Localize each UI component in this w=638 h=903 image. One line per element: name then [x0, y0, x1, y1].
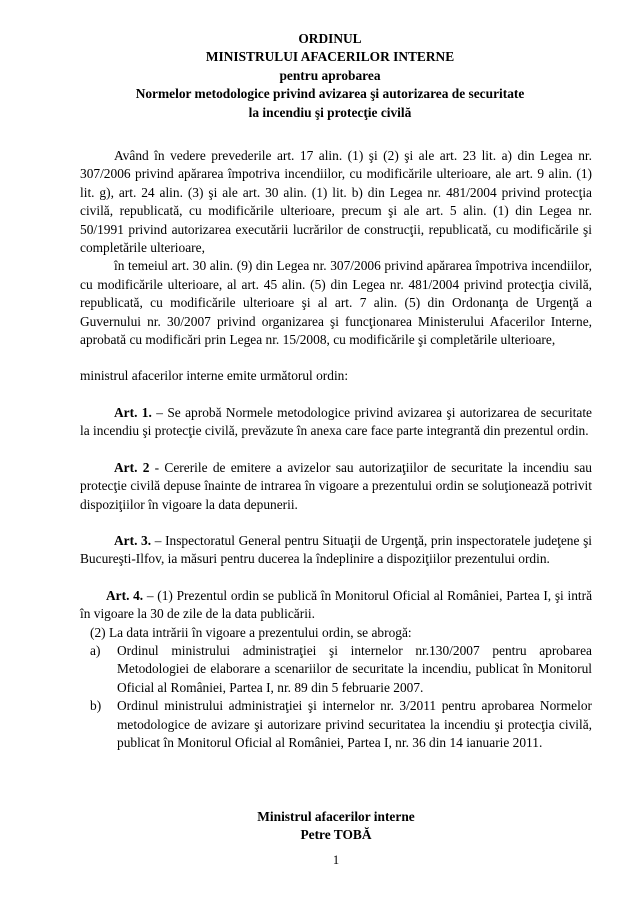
signature-block	[80, 808, 592, 845]
list-marker-a: a)	[90, 642, 101, 658]
article-4	[80, 587, 592, 624]
article-3-label: Art. 3.	[114, 532, 152, 548]
list-item	[80, 697, 592, 752]
document-body	[80, 147, 592, 752]
article-1-text: – Se aprobă Normele metodologice privind avizarea şi autorizarea de securitate la incendiu şi protecţie civilă, prevăzute în anexa care face parte integrantă din prezentul ordin.	[80, 404, 593, 439]
list-marker-b: b)	[90, 698, 102, 714]
preamble-paragraph-2: în temeiul art. 30 alin. (9) din Legea nr. 307/2006 privind apărarea împotriva incendiilor, cu modificările ulterioare, al art. 45 alin. (5) din Legea nr. 481/2004 privind protecţia civilă, republicată, cu modificările ulterioare şi al art. 7 alin. (5) din Ordonanţa de Urgenţă a Guvernului nr. 30/2007 privind organizarea şi funcţionarea Ministerului Afacerilor Interne, aprobată cu modificări prin Legea nr. 15/2008, cu modificările şi completările ulterioare,	[80, 258, 592, 348]
article-4-text: – (1) Prezentul ordin se publică în Monitorul Oficial al României, Partea I, şi intră în vigoare la 30 de zile de la data publicării.	[80, 587, 593, 622]
header-line-ministry: MINISTRULUI AFACERILOR INTERNE	[205, 49, 455, 65]
article-1-label: Art. 1.	[114, 404, 152, 420]
header-line-ordinul: ORDINUL	[298, 31, 362, 46]
page-number: 1	[332, 853, 340, 867]
article-1	[80, 404, 592, 441]
article-4-label: Art. 4.	[106, 587, 144, 603]
article-4-paragraph-2: (2) La data intrării în vigoare a prezentului ordin, se abrogă:	[90, 624, 412, 640]
signature-name: Petre TOBĂ	[300, 827, 372, 843]
header-line-scope: la incendiu şi protecţie civilă	[248, 104, 412, 120]
list-item	[80, 642, 592, 697]
document-header	[80, 30, 580, 122]
list-item-a-text: Ordinul ministrului administraţiei şi internelor nr.130/2007 pentru aprobarea Metodologiei de elaborare a scenariilor de securitate la incendiu, publicat în Monitorul Oficial al României, Partea I, nr. 89 din 5 februarie 2007.	[117, 642, 592, 695]
article-2	[80, 459, 592, 514]
header-line-norms: Normelor metodologice privind avizarea şi autorizarea de securitate	[135, 86, 525, 102]
article-2-label: Art. 2	[114, 459, 150, 475]
article-3-text: – Inspectoratul General pentru Situaţii de Urgenţă, prin inspectoratele judeţene şi Bucureşti-Ilfov, ia măsuri pentru ducerea la îndeplinire a dispoziţiilor prezentului ordin.	[80, 532, 593, 567]
article-3	[80, 532, 592, 569]
header-line-pentru: pentru aprobarea	[279, 67, 381, 83]
preamble-paragraph-3: ministrul afacerilor interne emite următorul ordin:	[80, 368, 349, 384]
signature-title: Ministrul afacerilor interne	[257, 809, 415, 824]
list-item-b-text: Ordinul ministrului administraţiei şi internelor nr. 3/2011 pentru aprobarea Normelor metodologice de avizare şi autorizare privind securitatea la incendiu şi protecţia civilă, publicat în Monitorul Oficial al României, Partea I, nr. 36 din 14 ianuarie 2011.	[117, 698, 592, 750]
preamble-paragraph-1: Având în vedere prevederile art. 17 alin. (1) şi (2) şi ale art. 23 lit. a) din Legea nr. 307/2006 privind apărarea împotriva incendiilor, cu modificările ulterioare, ale art. 9 alin. (1) lit. g), art. 24 alin. (3) şi ale art. 30 alin. (1) lit. b) din Legea nr. 481/2004 privind protecţia civilă, republicată, cu modificările ulterioare, precum şi ale art. 5 alin. (1) din Legea nr. 50/1991 privind autorizarea executării lucrărilor de construcţii, republicată, cu modificările şi completările ulterioare,	[80, 148, 592, 256]
article-2-text: - Cererile de emitere a avizelor sau autorizaţiilor de securitate la incendiu sau protecţie civilă depuse înainte de intrarea în vigoare a prezentului ordin se soluţionează potrivit dispoziţiilor în vigoare la data depunerii.	[80, 459, 592, 512]
